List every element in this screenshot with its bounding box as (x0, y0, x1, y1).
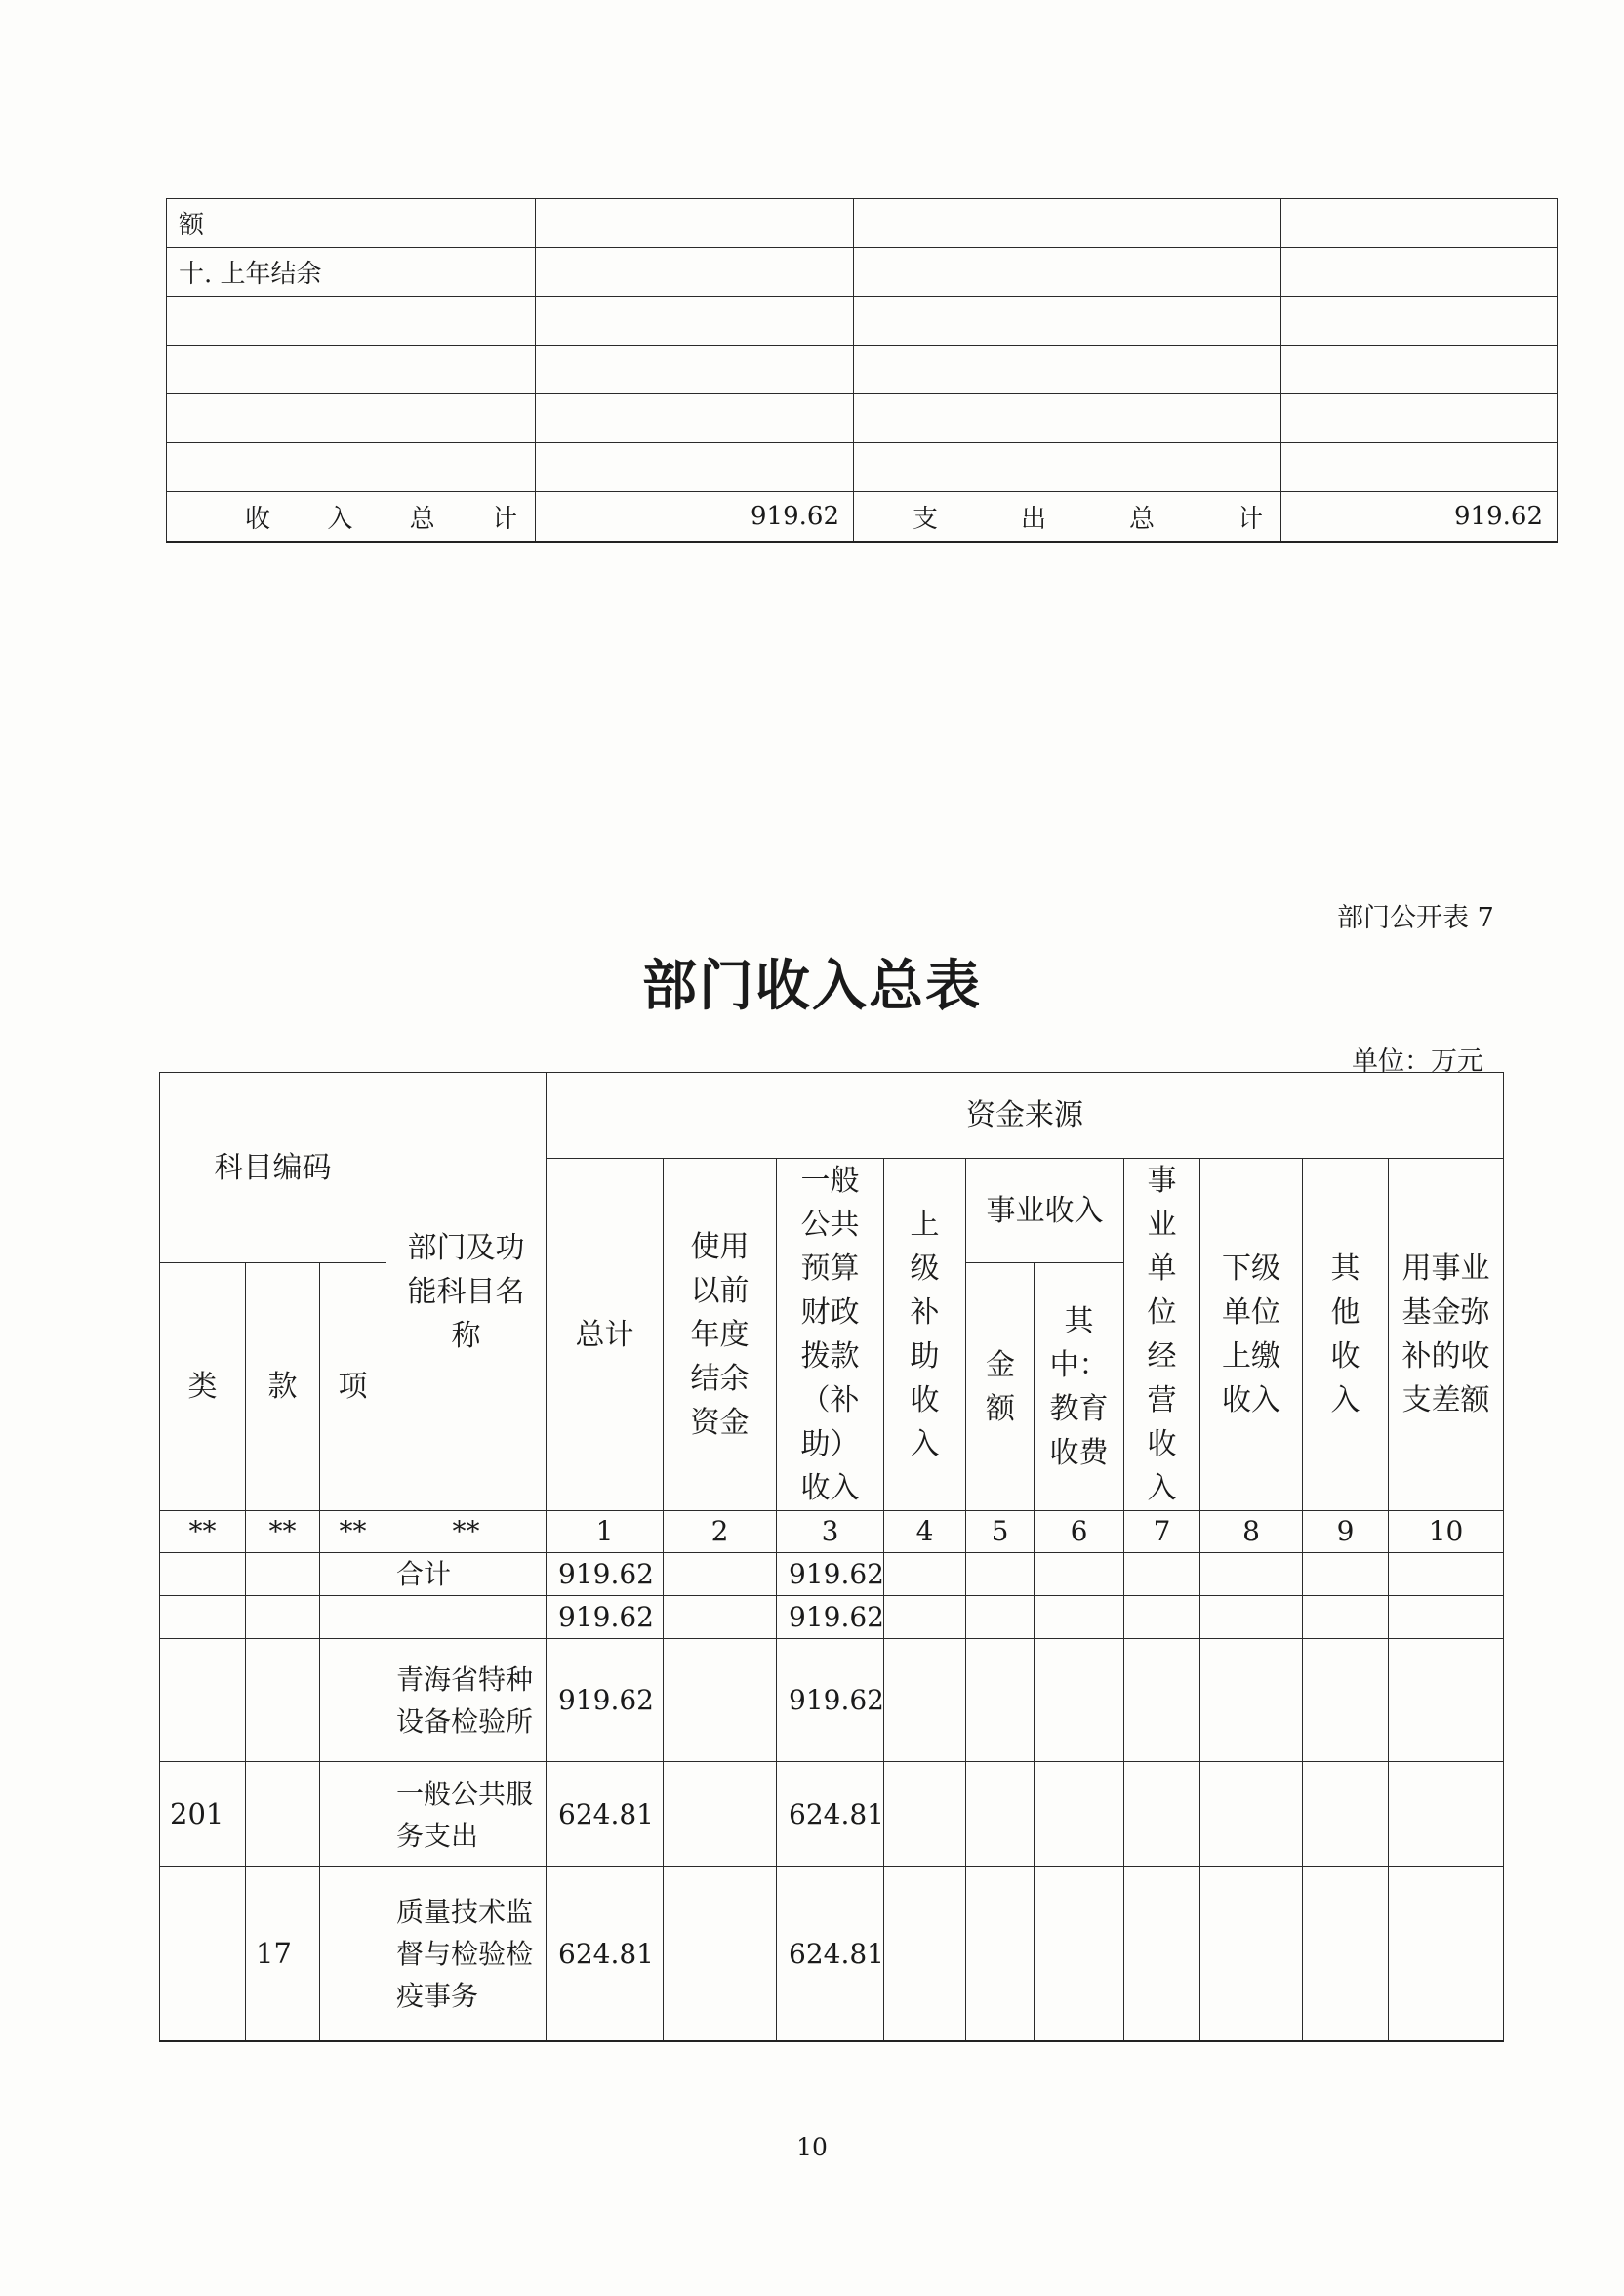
public-table-label: 部门公开表 7 (1337, 903, 1494, 933)
table-row (167, 394, 1558, 443)
table-row (160, 1867, 1504, 2041)
table-row (160, 1762, 1504, 1867)
row-label (167, 394, 536, 443)
row-label: 额 (167, 199, 536, 248)
table-row (167, 248, 1558, 297)
total-row (167, 492, 1558, 543)
fund-source-header: 资金来源 (547, 1073, 1504, 1159)
income-total-value: 919.62 (536, 492, 854, 543)
row-label: 十. 上年结余 (167, 248, 536, 297)
subordinate-income-header: 下级单位上缴收入 (1200, 1159, 1303, 1511)
index-row: ** ** ** ** 1 2 3 4 5 6 7 8 9 10 (160, 1511, 1504, 1553)
row-total: 919.62 (547, 1639, 664, 1762)
superior-subsidy-header: 上级补助收入 (884, 1159, 966, 1511)
row-name (386, 1596, 547, 1639)
total-header: 总计 (547, 1159, 664, 1511)
other-income-header: 其他收入 (1303, 1159, 1389, 1511)
row-kuan: 17 (246, 1867, 320, 2041)
page-number: 10 (796, 2133, 828, 2161)
subject-code-header: 科目编码 (160, 1073, 386, 1263)
xiang-header: 项 (320, 1263, 386, 1511)
row-name: 青海省特种设备检验所 (386, 1639, 547, 1762)
page-title: 部门收入总表 (642, 954, 982, 1018)
row-name: 一般公共服务支出 (386, 1762, 547, 1867)
row-label (167, 297, 536, 346)
row-label (167, 443, 536, 492)
dept-name-header: 部门及功能科目名称 (386, 1073, 547, 1511)
row-total: 919.62 (547, 1553, 664, 1596)
table-row (167, 199, 1558, 248)
row-lei: 201 (160, 1762, 246, 1867)
row-general-budget: 624.81 (777, 1762, 884, 1867)
row-label (167, 346, 536, 394)
table-row (160, 1553, 1504, 1596)
expense-total-label: 支 出 总 计 (854, 492, 1281, 543)
table-row (160, 1639, 1504, 1762)
row-name: 合计 (386, 1553, 547, 1596)
table-row (167, 346, 1558, 394)
operating-income-header: 事业单位经营收入 (1124, 1159, 1200, 1511)
business-income-header: 事业收入 (966, 1159, 1124, 1263)
general-budget-header: 一般公共预算财政拨款（补助）收入 (777, 1159, 884, 1511)
department-income-table (159, 1072, 1504, 2042)
table-row (167, 297, 1558, 346)
row-general-budget: 919.62 (777, 1639, 884, 1762)
table-row (160, 1596, 1504, 1639)
amount-header: 金额 (966, 1263, 1035, 1511)
row-total: 624.81 (547, 1762, 664, 1867)
row-general-budget: 624.81 (777, 1867, 884, 2041)
expense-total-value: 919.62 (1281, 492, 1558, 543)
unit-label: 单位：万元 (1352, 1046, 1483, 1077)
income-total-label: 收 入 总 计 (167, 492, 536, 543)
income-expense-summary-table (166, 198, 1558, 543)
table-row (167, 443, 1558, 492)
row-general-budget: 919.62 (777, 1596, 884, 1639)
kuan-header: 款 (246, 1263, 320, 1511)
fund-balance-header: 用事业基金弥补的收支差额 (1389, 1159, 1504, 1511)
row-total: 624.81 (547, 1867, 664, 2041)
lei-header: 类 (160, 1263, 246, 1511)
row-name: 质量技术监督与检验检疫事务 (386, 1867, 547, 2041)
prior-balance-header: 使用以前年度结余资金 (664, 1159, 777, 1511)
row-general-budget: 919.62 (777, 1553, 884, 1596)
header-row (160, 1073, 1504, 1159)
education-fee-header: 其中：教育收费 (1035, 1263, 1124, 1511)
row-total: 919.62 (547, 1596, 664, 1639)
